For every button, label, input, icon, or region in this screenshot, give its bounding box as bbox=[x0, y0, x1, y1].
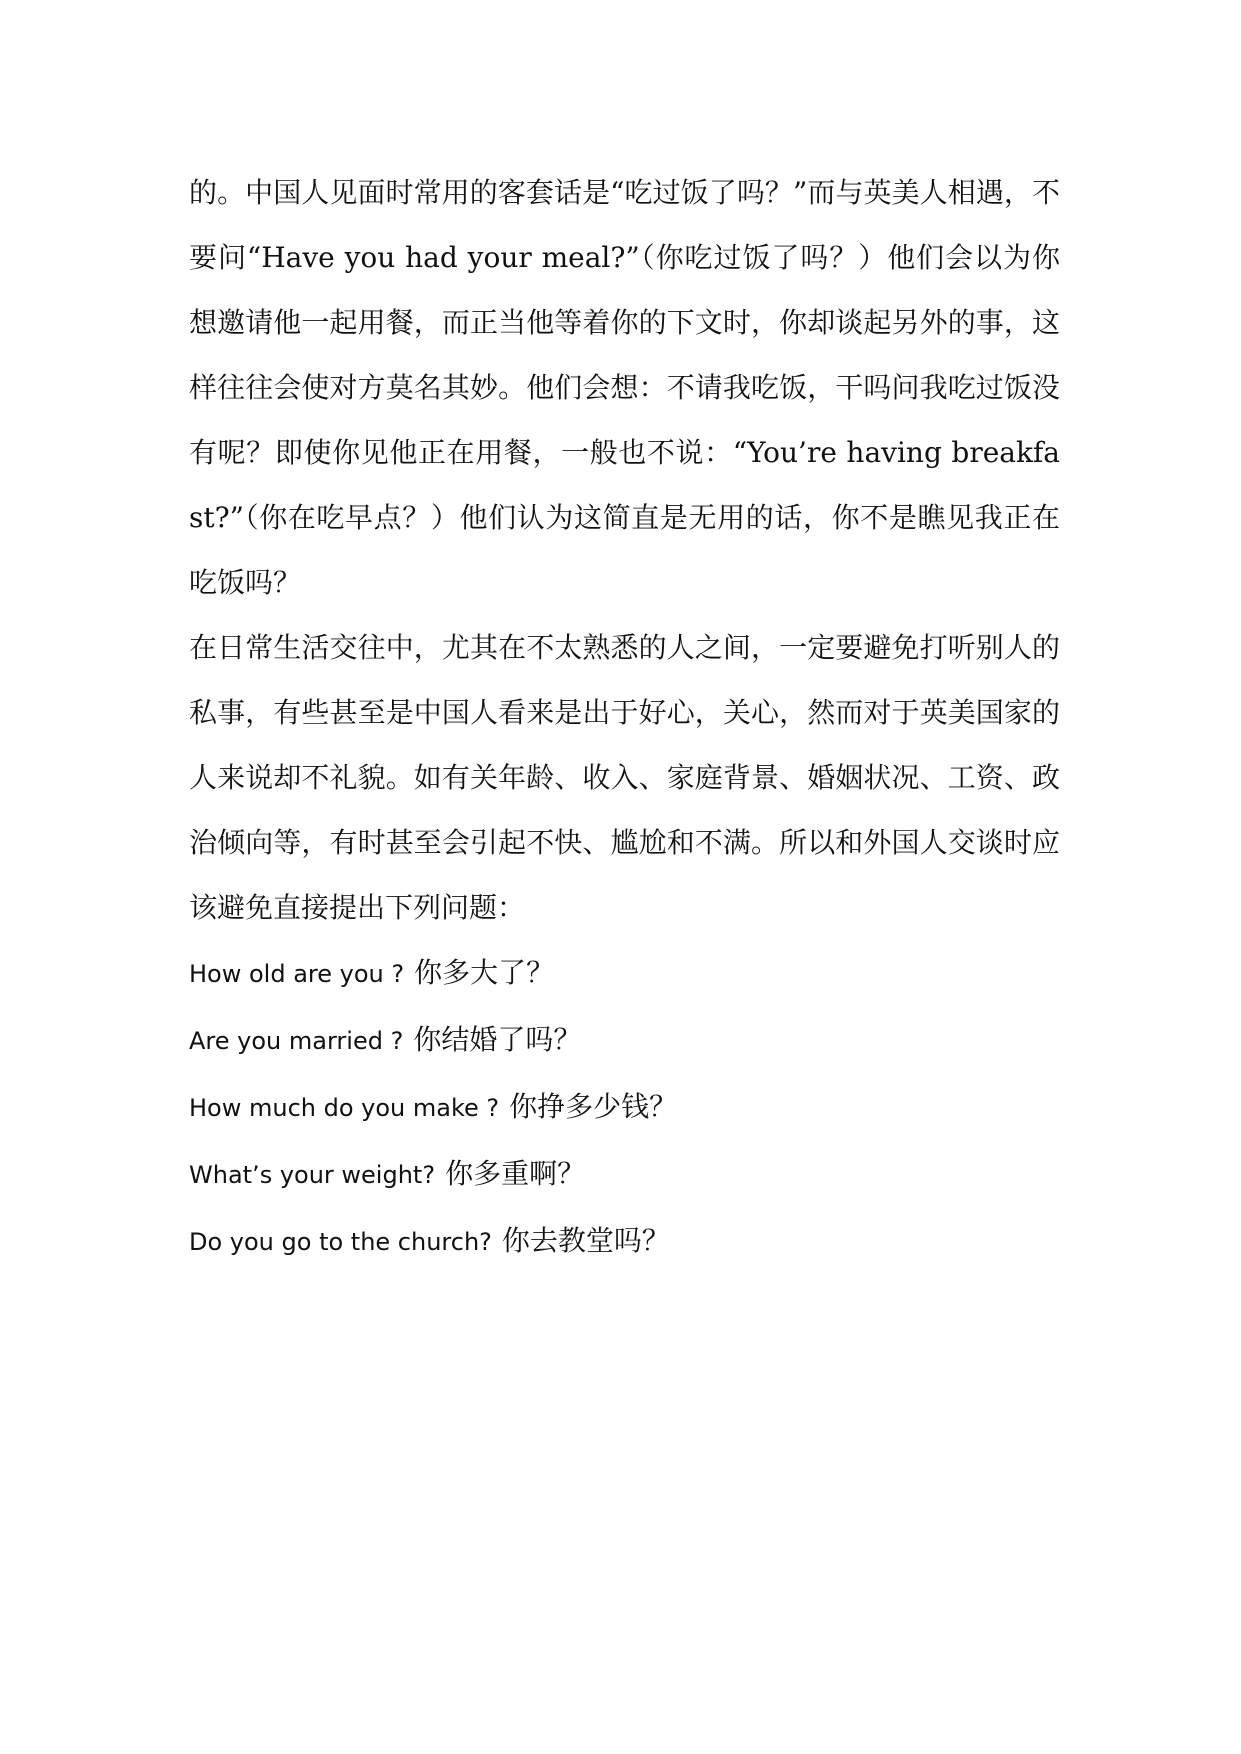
paragraph-privacy-topics: 在日常生活交往中，尤其在不太熟悉的人之间，一定要避免打听别人的私事，有些甚至是中国人看来是出于好心，关心，然而对于英美国家的人来说却不礼貌。如有关年龄、收入、家庭背景、婚姻状况、工资、政治倾向等，有时甚至会引起不快、尴尬和不满。所以和外国人交谈时应该避免直接提出下列问题： bbox=[189, 631, 1060, 924]
question-english: Are you married ? bbox=[189, 1027, 404, 1055]
question-english: Do you go to the church? bbox=[189, 1228, 492, 1256]
document-body bbox=[189, 160, 1060, 1275]
question-chinese: 你多重啊？ bbox=[445, 1157, 586, 1190]
question-chinese: 你结婚了吗？ bbox=[413, 1023, 582, 1056]
question-chinese: 你挣多少钱？ bbox=[509, 1090, 678, 1123]
question-english: How old are you ? bbox=[189, 960, 405, 988]
question-item-age bbox=[189, 940, 1060, 1007]
question-chinese: 你多大了？ bbox=[414, 956, 555, 989]
question-english: What’s your weight? bbox=[189, 1161, 436, 1189]
question-item-income bbox=[189, 1074, 1060, 1141]
question-english: How much do you make ? bbox=[189, 1094, 500, 1122]
question-item-marriage bbox=[189, 1007, 1060, 1074]
question-chinese: 你去教堂吗？ bbox=[501, 1224, 670, 1257]
question-item-religion bbox=[189, 1208, 1060, 1275]
paragraph-greeting-customs: 的。中国人见面时常用的客套话是“吃过饭了吗？”而与英美人相遇，不要问“Have you had your meal?”（你吃过饭了吗？）他们会以为你想邀请他一起用餐，而正当他等着你的下文时，你却谈起另外的事，这样往往会使对方莫名其妙。他们会想：不请我吃饭，干吗问我吃过饭没有呢？即使你见他正在用餐，一般也不说：“You’re having breakfast?”（你在吃早点？）他们认为这简直是无用的话，你不是瞧见我正在吃饭吗？ bbox=[189, 176, 1060, 599]
question-item-weight bbox=[189, 1141, 1060, 1208]
